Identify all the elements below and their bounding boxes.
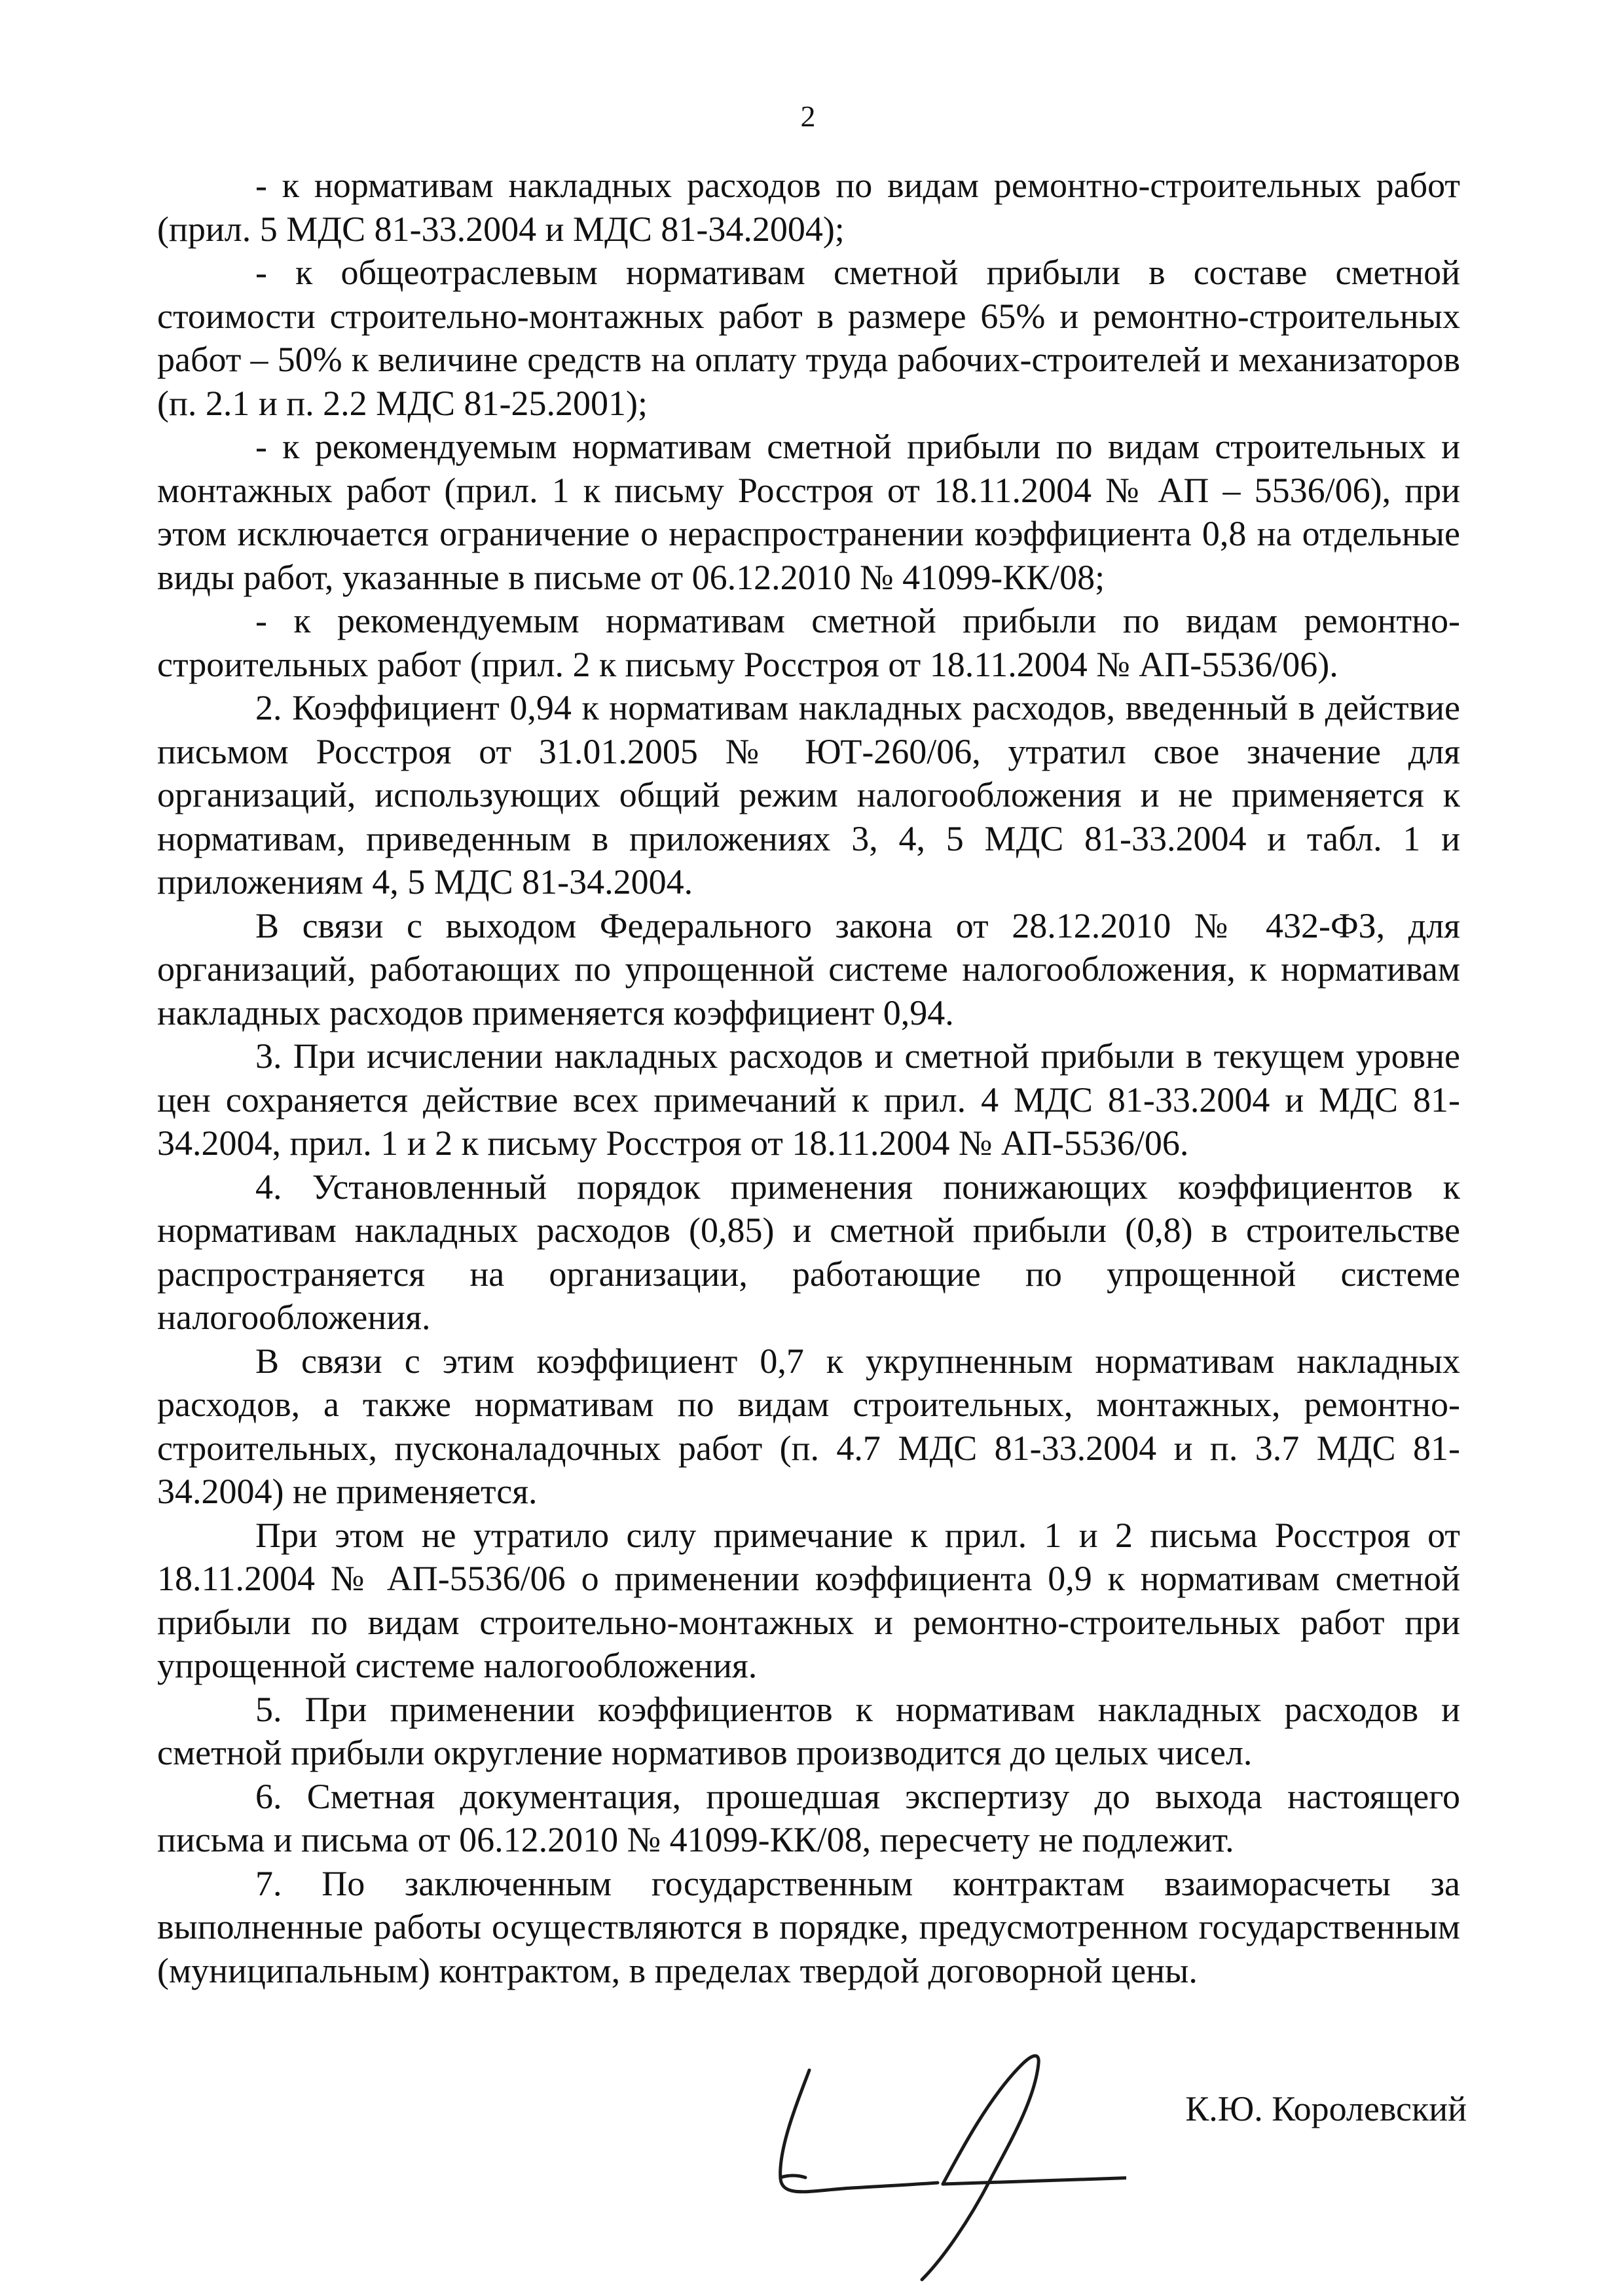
letter-body: [157, 164, 1460, 1992]
page-number: 2: [800, 100, 816, 133]
paragraph-5: 5. При применении коэффициентов к нормативам накладных расходов и сметной прибыли округление нормативов производится до целых чисел.: [157, 1689, 1460, 1772]
paragraph-4-note-2: При этом не утратило силу примечание к прил. 1 и 2 письма Росстроя от 18.11.2004 № АП-5536/06 о применении коэффициента 0,9 к нормативам сметной прибыли по видам строительно-монтажных и ремонтно-строительных работ при упрощенной системе налогообложения.: [157, 1515, 1460, 1685]
paragraph-item-1: - к нормативам накладных расходов по видам ремонтно-строительных работ (прил. 5 МДС 81-33.2004 и МДС 81-34.2004);: [157, 166, 1460, 249]
handwritten-signature: [746, 2023, 1126, 2285]
paragraph-6: 6. Сметная документация, прошедшая экспертизу до выхода настоящего письма и письма от 06.12.2010 № 41099-КК/08, пересчету не подлежит.: [157, 1776, 1460, 1859]
paragraph-item-3: - к рекомендуемым нормативам сметной прибыли по видам строительных и монтажных работ (прил. 1 к письму Росстроя от 18.11.2004 № АП – 5536/06), при этом исключается ограничение о нераспространении коэффициента 0,8 на отдельные виды работ, указанные в письме от 06.12.2010 № 41099-КК/08;: [157, 427, 1460, 597]
paragraph-item-2: - к общеотраслевым нормативам сметной прибыли в составе сметной стоимости строительно-монтажных работ в размере 65% и ремонтно-строительных работ – 50% к величине средств на оплату труда рабочих-строителей и механизаторов (п. 2.1 и п. 2.2 МДС 81-25.2001);: [157, 253, 1460, 423]
signature-block: [746, 2023, 1467, 2285]
paragraph-2-note: В связи с выходом Федерального закона от 28.12.2010 № 432-ФЗ, для организаций, работающих по упрощенной системе налогообложения, к нормативам накладных расходов применяется коэффициент 0,94.: [157, 905, 1460, 1032]
paragraph-3: 3. При исчислении накладных расходов и сметной прибыли в текущем уровне цен сохраняется действие всех примечаний к прил. 4 МДС 81-33.2004 и МДС 81-34.2004, прил. 1 и 2 к письму Росстроя от 18.11.2004 № АП-5536/06.: [157, 1036, 1460, 1163]
paragraph-4-note-1: В связи с этим коэффициент 0,7 к укрупненным нормативам накладных расходов, а также нормативам по видам строительных, монтажных, ремонтно-строительных, пусконаладочных работ (п. 4.7 МДС 81-33.2004 и п. 3.7 МДС 81-34.2004) не применяется.: [157, 1341, 1460, 1511]
paragraph-item-4: - к рекомендуемым нормативам сметной прибыли по видам ремонтно-строительных работ (прил. 2 к письму Росстроя от 18.11.2004 № АП-5536/06).: [157, 601, 1460, 684]
paragraph-2: 2. Коэффициент 0,94 к нормативам накладных расходов, введенный в действие письмом Росстроя от 31.01.2005 № ЮТ-260/06, утратил свое значение для организаций, использующих общий режим налогообложения и не применяется к нормативам, приведенным в приложениях 3, 4, 5 МДС 81-33.2004 и табл. 1 и приложениям 4, 5 МДС 81-34.2004.: [157, 688, 1460, 902]
signer-name: К.Ю. Королевский: [1185, 2089, 1467, 2128]
paragraph-7: 7. По заключенным государственным контрактам взаиморасчеты за выполненные работы осуществляются в порядке, предусмотренном государственным (муниципальным) контрактом, в пределах твердой договорной цены.: [157, 1863, 1460, 1990]
paragraph-4: 4. Установленный порядок применения понижающих коэффициентов к нормативам накладных расходов (0,85) и сметной прибыли (0,8) в строительстве распространяется на организации, работающие по упрощенной системе налогообложения.: [157, 1167, 1460, 1337]
